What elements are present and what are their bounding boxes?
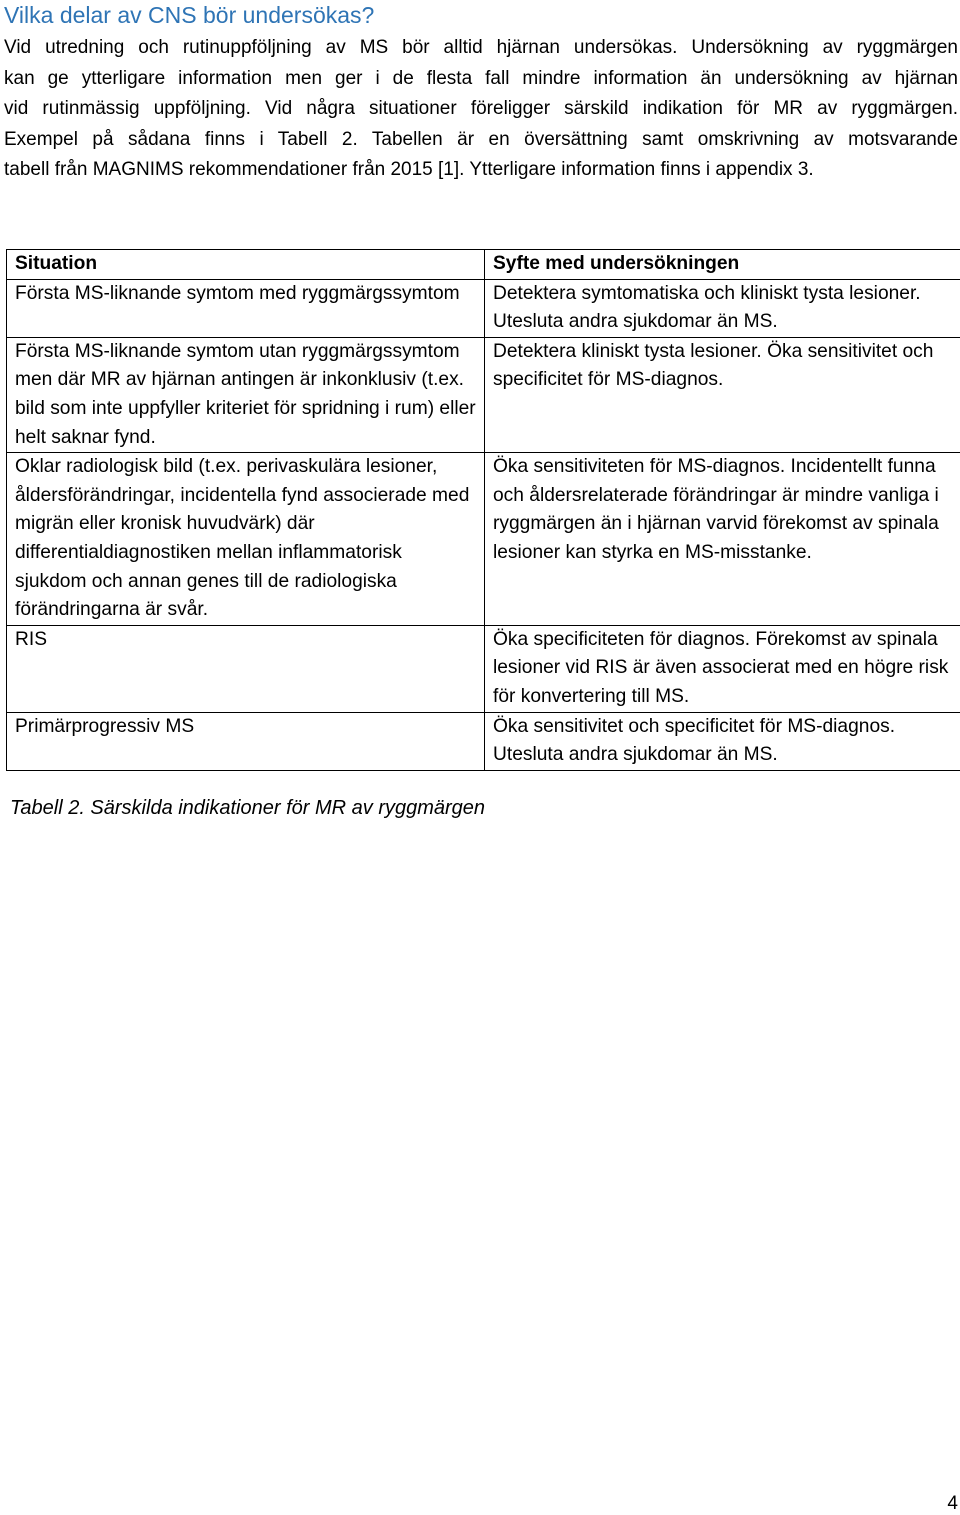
purpose-cell: Öka sensitiviteten för MS-diagnos. Incidentellt funna och åldersrelaterade förändringar är mindre vanliga i ryggmärgen än i hjärnan varvid förekomst av spinala lesioner kan styrka en MS-misstanke. [485,453,960,626]
table-caption: Tabell 2. Särskilda indikationer för MR av ryggmärgen [10,797,486,819]
purpose-cell: Öka sensitivitet och specificitet för MS-diagnos. Utesluta andra sjukdomar än MS. [485,712,960,770]
indications-table [6,249,960,771]
intro-line: kan ge ytterligare information men ger i de flesta fall mindre information än undersökning av hjärnan [4,67,958,89]
table-header-row [7,250,960,280]
intro-line: vid rutinmässig uppföljning. Vid några situationer föreligger särskild indikation för MR av ryggmärgen. [4,98,958,120]
intro-paragraph [4,33,958,186]
header-situation: Situation [7,250,485,280]
table-row [7,279,960,337]
situation-cell: Oklar radiologisk bild (t.ex. perivaskulära lesioner, åldersförändringar, incidentella fynd associerade med migrän eller kronisk huvudvärk) där differentialdiagnostiken mellan inflammatorisk sjukdom och annan genes till de radiologiska förändringarna är svår. [7,453,485,626]
table-row [7,625,960,712]
table-row [7,453,960,626]
situation-cell: Första MS-liknande symtom med ryggmärgssymtom [7,279,485,337]
situation-cell: Första MS-liknande symtom utan ryggmärgssymtom men där MR av hjärnan antingen är inkonklusiv (t.ex. bild som inte uppfyller kriteriet för spridning i rum) eller helt saknar fynd. [7,337,485,452]
purpose-cell: Detektera symtomatiska och kliniskt tysta lesioner. Utesluta andra sjukdomar än MS. [485,279,960,337]
intro-line: tabell från MAGNIMS rekommendationer från 2015 [1]. Ytterligare information finns i appendix 3. [4,159,814,181]
situation-cell: Primärprogressiv MS [7,712,485,770]
purpose-cell: Detektera kliniskt tysta lesioner. Öka sensitivitet och specificitet för MS-diagnos. [485,337,960,452]
header-purpose: Syfte med undersökningen [485,250,960,280]
intro-line: Vid utredning och rutinuppföljning av MS bör alltid hjärnan undersökas. Undersökning av ryggmärgen [4,37,958,58]
page-number: 4 [947,1493,958,1514]
purpose-cell: Öka specificiteten för diagnos. Förekomst av spinala lesioner vid RIS är även associerat med en högre risk för konvertering till MS. [485,625,960,712]
situation-cell: RIS [7,625,485,712]
intro-line: Exempel på sådana finns i Tabell 2. Tabellen är en översättning samt omskrivning av motsvarande [4,128,958,150]
section-heading: Vilka delar av CNS bör undersökas? [4,2,375,28]
table-row [7,337,960,452]
table-row [7,712,960,770]
